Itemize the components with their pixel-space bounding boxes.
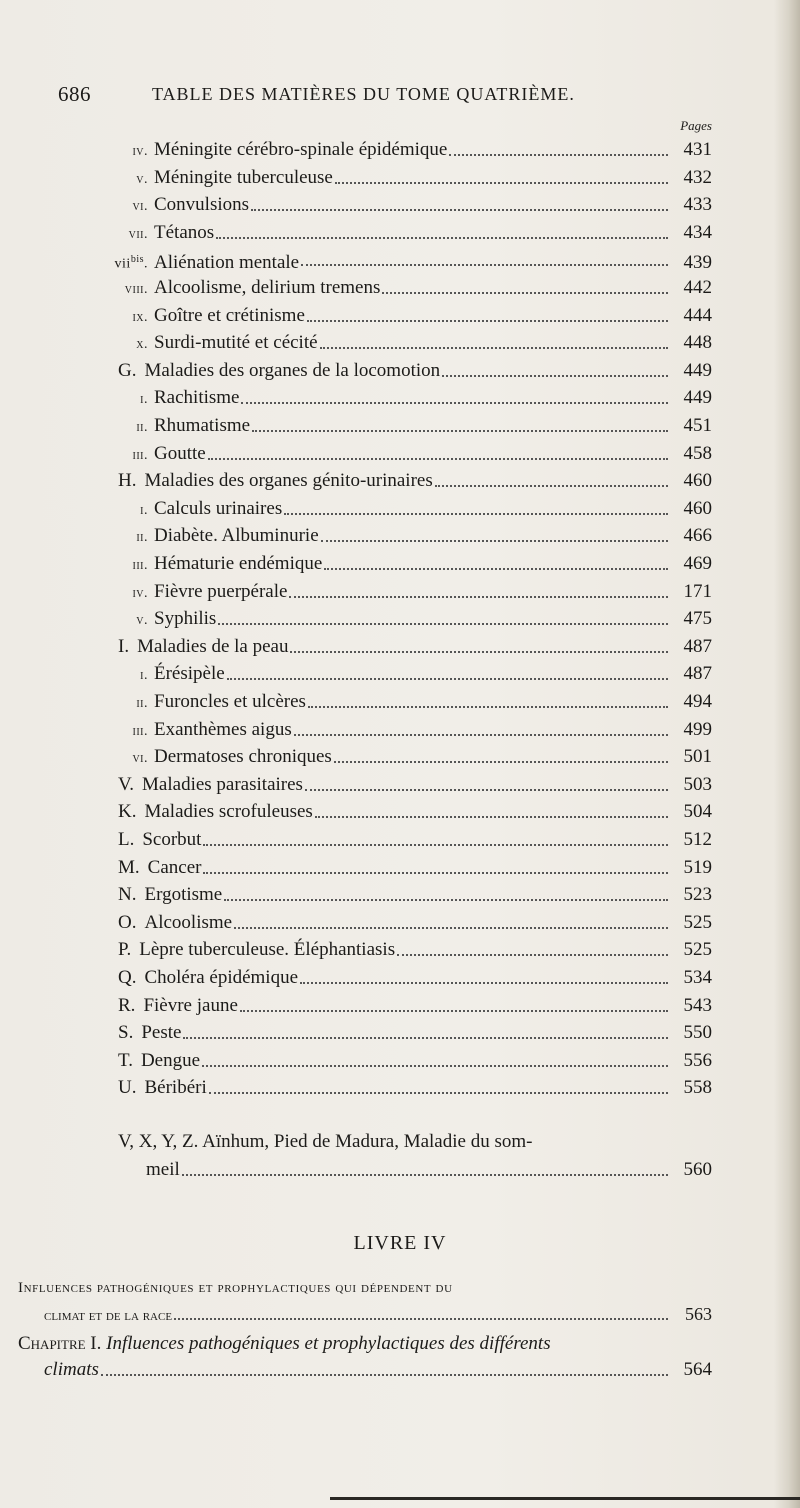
toc-entry xyxy=(102,248,712,272)
toc-entry xyxy=(118,359,712,383)
toc-entry-title: Méningite cérébro-spinale épidémique xyxy=(154,139,448,160)
toc-entry xyxy=(102,552,712,576)
chapter-line2-row xyxy=(44,1358,712,1382)
toc-entry-title: Peste xyxy=(141,1022,182,1044)
dot-leader xyxy=(397,954,668,956)
dot-leader xyxy=(294,734,668,736)
dot-leader xyxy=(290,651,668,653)
dot-leader xyxy=(335,182,668,184)
toc-entry-title: Maladies scrofuleuses xyxy=(144,801,313,823)
toc-entry xyxy=(102,607,712,631)
toc-entry-page: 503 xyxy=(683,773,712,795)
toc-entry xyxy=(118,1049,712,1073)
toc-entry-page: 449 xyxy=(683,359,712,381)
toc-entry-page: 487 xyxy=(683,663,712,685)
pages-column-label: Pages xyxy=(680,118,712,133)
toc-entry-number: O. xyxy=(118,911,137,933)
toc-entry-page: 534 xyxy=(683,967,712,988)
toc-entry xyxy=(118,1076,712,1100)
toc-entry-number: i. xyxy=(140,668,148,684)
toc-entry xyxy=(118,883,712,907)
toc-entry-number: iv. xyxy=(132,585,148,601)
toc-entry-number: i. xyxy=(140,502,148,518)
toc-entry xyxy=(102,386,712,410)
dot-leader xyxy=(321,540,668,542)
toc-entry-page: 469 xyxy=(683,553,712,574)
toc-entry xyxy=(118,800,712,824)
dot-leader xyxy=(442,375,668,377)
toc-entry-title: Calculs urinaires xyxy=(154,497,283,519)
toc-entry xyxy=(102,166,712,190)
dot-leader xyxy=(218,623,668,625)
toc-entry-number: N. xyxy=(118,884,137,906)
dot-leader xyxy=(203,872,668,874)
dot-leader xyxy=(241,402,668,404)
toc-entry-title: Choléra épidémique xyxy=(144,967,299,988)
toc-entry-page: 494 xyxy=(683,691,712,712)
toc-entry-number: ii. xyxy=(136,530,148,546)
toc-entry-number: ix. xyxy=(132,309,148,325)
dot-leader xyxy=(216,237,668,239)
toc-entry-number: L. xyxy=(118,829,135,850)
dot-leader xyxy=(209,1092,668,1094)
toc-entry-page: 504 xyxy=(683,801,712,823)
toc-entry-number: ii. xyxy=(136,420,148,435)
toc-entry xyxy=(102,276,712,300)
toc-entry-page: 442 xyxy=(683,277,712,298)
toc-entry-title: Fièvre jaune xyxy=(143,994,238,1016)
toc-entry-number: P. xyxy=(118,939,132,961)
toc-entry-number: iii. xyxy=(132,447,148,463)
toc-entry-title: Rhumatisme xyxy=(154,415,251,436)
toc-entry-page: 432 xyxy=(683,166,712,188)
toc-entry-page: 499 xyxy=(683,718,712,740)
toc-entry-number: iii. xyxy=(132,723,148,739)
dot-leader xyxy=(234,927,668,929)
toc-entry xyxy=(102,138,712,162)
toc-entry-title: Béribéri xyxy=(144,1077,207,1099)
toc-entry-title: Maladies des organes génito-urinaires xyxy=(144,470,433,492)
dot-leader xyxy=(174,1318,668,1320)
toc-entry xyxy=(102,497,712,521)
dot-leader xyxy=(227,678,668,680)
toc-entry-title: Dengue xyxy=(140,1049,201,1071)
toc-entry-title: Maladies des organes de la locomotion xyxy=(144,359,441,381)
toc-entry xyxy=(118,911,712,935)
dot-leader xyxy=(320,347,668,349)
livre-intro-line2-row xyxy=(44,1302,712,1326)
dot-leader xyxy=(308,706,668,708)
toc-entry-title: Syphilis xyxy=(154,608,217,630)
toc-entry-number: v. xyxy=(136,613,148,629)
toc-entry xyxy=(102,718,712,742)
toc-entry-title: Hématurie endémique xyxy=(154,553,323,574)
livre-heading: LIVRE IV xyxy=(353,1232,447,1254)
toc-entry xyxy=(102,414,712,438)
toc-entry xyxy=(102,442,712,466)
toc-entry xyxy=(118,828,712,852)
toc-entry-page: 439 xyxy=(683,252,712,274)
toc-entry xyxy=(102,524,712,548)
chapter-title-line2: climats xyxy=(44,1359,99,1380)
dot-leader xyxy=(315,816,668,818)
toc-entry-page: 550 xyxy=(683,1022,712,1044)
toc-entry-title: Rachitisme xyxy=(154,387,240,409)
page-header xyxy=(58,82,698,106)
toc-entry xyxy=(118,856,712,880)
dot-leader xyxy=(300,982,668,984)
page-edge-shadow xyxy=(774,0,800,1508)
toc-entry xyxy=(102,690,712,714)
toc-entry-number: v. xyxy=(136,171,148,187)
dot-leader xyxy=(305,789,668,791)
toc-entry-number: i. xyxy=(140,392,148,408)
toc-entry-page: 525 xyxy=(683,939,712,961)
toc-entry-number: Q. xyxy=(118,967,137,988)
toc-entry xyxy=(102,221,712,245)
toc-entry-title: Tétanos xyxy=(154,221,215,243)
toc-entry-number: V. xyxy=(118,773,135,795)
livre-intro-page: 563 xyxy=(685,1304,712,1324)
dot-leader xyxy=(240,1010,668,1012)
toc-entry-number: vii. xyxy=(128,226,148,242)
toc-entry-number: H. xyxy=(118,470,137,492)
toc-entry-title: Surdi-mutité et cécité xyxy=(154,332,318,354)
dot-leader xyxy=(208,458,668,460)
toc-entry-page: 431 xyxy=(683,139,712,160)
toc-entry-number: S. xyxy=(118,1022,134,1044)
toc-entry-page: 558 xyxy=(683,1077,712,1099)
toc-entry xyxy=(118,635,712,659)
toc-entry-title: Maladies parasitaires xyxy=(142,773,303,795)
toc-entry xyxy=(102,580,712,604)
toc-entry-page: 519 xyxy=(683,856,712,878)
bottom-rule xyxy=(330,1497,800,1500)
livre-intro-line2: climat et de la race xyxy=(44,1308,173,1324)
toc-entry xyxy=(118,773,712,797)
toc-entry-title: Maladies de la peau xyxy=(137,635,289,657)
toc-entry-title: Furoncles et ulcères xyxy=(154,691,306,712)
toc-entry-title: Érésipèle xyxy=(154,663,225,685)
toc-entry-page: 448 xyxy=(683,332,712,354)
dot-leader xyxy=(183,1037,668,1039)
toc-entry-page: 434 xyxy=(683,221,712,243)
toc-entry-wrapped-continuation xyxy=(146,1158,712,1182)
toc-entry-title: Cancer xyxy=(147,856,202,878)
toc-entry-page: 460 xyxy=(683,497,712,519)
toc-entry-title: Scorbut xyxy=(142,829,202,850)
toc-entry-title: Dermatoses chroniques xyxy=(154,746,332,768)
toc-entry-page: 433 xyxy=(683,194,712,216)
toc-entry xyxy=(102,662,712,686)
dot-leader xyxy=(449,154,668,156)
toc-entry-page: 171 xyxy=(683,580,712,602)
toc-entry-title: Exanthèmes aigus xyxy=(154,718,292,740)
toc-entry-title: Lèpre tuberculeuse. Éléphantiasis xyxy=(139,939,396,961)
chapter-page: 564 xyxy=(683,1359,712,1380)
chapter-title-line1: Influences pathogéniques et prophylactiques des différents xyxy=(106,1333,551,1354)
toc-entry-number: vi. xyxy=(132,199,148,215)
dot-leader xyxy=(251,209,668,211)
dot-leader xyxy=(324,568,668,570)
toc-entry-title-line1: Aïnhum, Pied de Madura, Maladie du som- xyxy=(202,1131,533,1152)
toc-entry-page: 458 xyxy=(683,442,712,464)
dot-leader xyxy=(284,513,668,515)
toc-entry-number: G. xyxy=(118,359,137,381)
dot-leader xyxy=(203,844,668,846)
toc-entry xyxy=(118,966,712,990)
toc-entry-page: 475 xyxy=(683,608,712,630)
toc-entry xyxy=(102,745,712,769)
toc-entry-page: 451 xyxy=(683,415,712,436)
toc-entry-page: 523 xyxy=(683,884,712,906)
running-title: TABLE DES MATIÈRES DU TOME QUATRIÈME. xyxy=(152,84,575,104)
toc-entry-title: Alcoolisme, delirium tremens xyxy=(154,277,381,298)
toc-entry-page: 487 xyxy=(683,635,712,657)
toc-entry xyxy=(118,938,712,962)
toc-entry xyxy=(102,304,712,328)
toc-entry-title: Fièvre puerpérale xyxy=(154,580,288,602)
toc-entry-page: 460 xyxy=(683,470,712,492)
dot-leader xyxy=(252,430,668,432)
dot-leader xyxy=(202,1065,668,1067)
toc-entry-title: Goître et crétinisme xyxy=(154,304,305,326)
toc-entry xyxy=(118,1021,712,1045)
toc-entry-title: Ergotisme xyxy=(144,884,223,906)
chapter-label: Chapitre I. xyxy=(18,1333,102,1354)
toc-entry-number: K. xyxy=(118,801,137,823)
toc-entry-number: T. xyxy=(118,1049,133,1071)
toc-entry-page: 556 xyxy=(683,1049,712,1071)
toc-entry-title: Aliénation mentale xyxy=(154,252,300,274)
toc-entry-page: 444 xyxy=(683,304,712,326)
toc-entry-page: 501 xyxy=(683,746,712,768)
dot-leader xyxy=(334,761,668,763)
toc-entry-page: 512 xyxy=(683,829,712,850)
toc-entry-number: ii. xyxy=(136,696,148,711)
toc-entry-number: x. xyxy=(136,337,148,353)
toc-entry-number: I. xyxy=(118,635,130,657)
toc-entry-page: 466 xyxy=(683,525,712,547)
page-number: 686 xyxy=(58,82,91,106)
toc-entry xyxy=(102,331,712,355)
dot-leader xyxy=(301,264,668,266)
toc-entry xyxy=(118,469,712,493)
dot-leader xyxy=(182,1174,668,1176)
toc-entry-number: viii. xyxy=(124,282,148,297)
toc-entry-wrapped xyxy=(118,1130,532,1154)
dot-leader xyxy=(101,1374,668,1376)
toc-entry-title: Alcoolisme xyxy=(144,911,233,933)
toc-entry-title: Goutte xyxy=(154,442,206,464)
dot-leader xyxy=(224,899,668,901)
toc-entry-number: vii$^{bis}$. xyxy=(114,254,148,273)
livre-intro-line1: Influences pathogéniques et prophylactiques qui dépendent du xyxy=(18,1280,453,1296)
toc-entry-page: 560 xyxy=(683,1159,712,1180)
dot-leader xyxy=(382,292,668,294)
dot-leader xyxy=(307,320,668,322)
toc-entry-number: U. xyxy=(118,1077,137,1099)
toc-entry-number: R. xyxy=(118,994,136,1016)
toc-entry-title: Diabète. Albuminurie xyxy=(154,525,319,547)
dot-leader xyxy=(289,596,668,598)
toc-entry xyxy=(102,193,712,217)
toc-entry-number: iii. xyxy=(132,558,148,573)
toc-entry-number: iv. xyxy=(132,144,148,159)
toc-entry-number: M. xyxy=(118,856,140,878)
toc-entry-title: Convulsions xyxy=(154,194,250,216)
toc-entry-page: 525 xyxy=(683,911,712,933)
toc-entry-number: vi. xyxy=(132,751,148,767)
toc-entry-title: Méningite tuberculeuse xyxy=(154,166,333,188)
toc-entry-page: 543 xyxy=(683,994,712,1016)
dot-leader xyxy=(435,485,668,487)
toc-entry-page: 449 xyxy=(683,387,712,409)
toc-entry xyxy=(118,994,712,1018)
toc-entry-title-line2: meil xyxy=(146,1159,180,1180)
chapter-line1-row xyxy=(18,1332,551,1356)
toc-entry-number: V, X, Y, Z. xyxy=(118,1131,199,1152)
